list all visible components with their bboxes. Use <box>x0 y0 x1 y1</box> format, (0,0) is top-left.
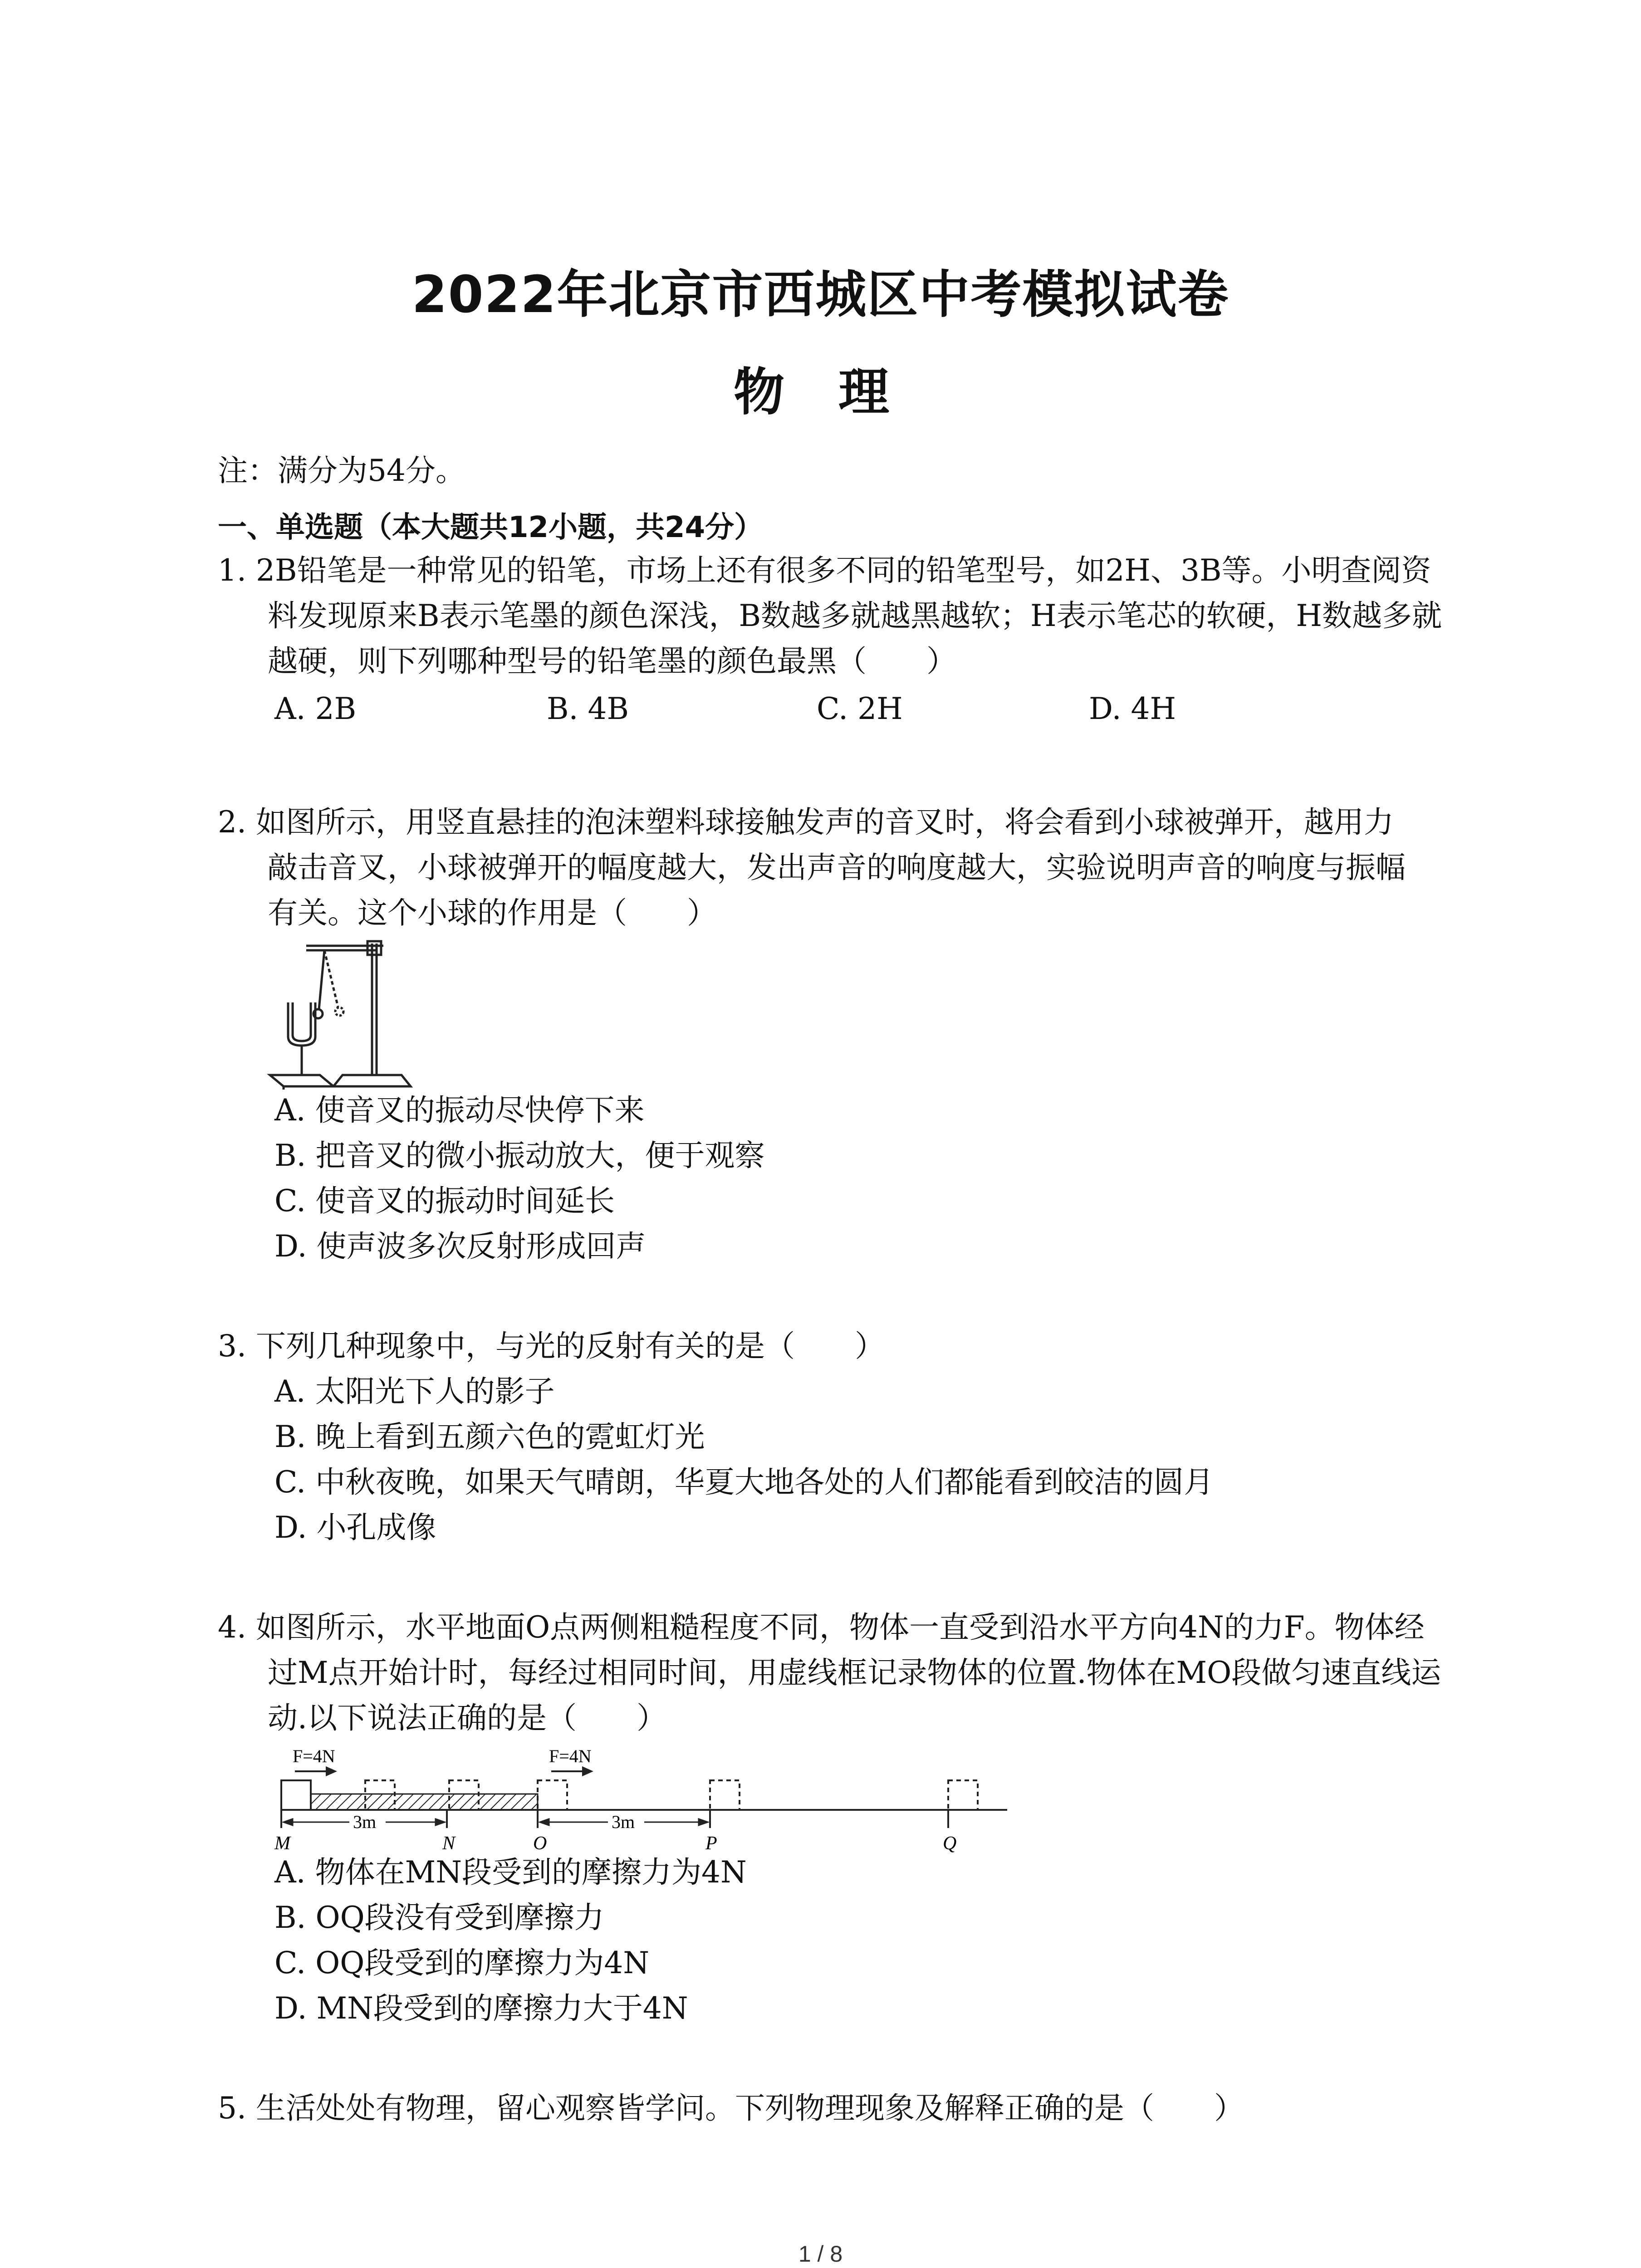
q4-line-3: 动.以下说法正确的是（ ） <box>268 1701 666 1735</box>
score-note: 注：满分为54分。 <box>218 453 465 488</box>
q2-line-1: 2. 如图所示，用竖直悬挂的泡沫塑料球接触发声的音叉时，将会看到小球被弹开，越用力 <box>218 805 1394 840</box>
distance-label-2: 3m <box>612 1812 635 1832</box>
q3-option-b: B. 晚上看到五颜六色的霓虹灯光 <box>274 1419 705 1454</box>
q2-option-c: C. 使音叉的振动时间延长 <box>274 1183 615 1218</box>
q3-option-c: C. 中秋夜晚，如果天气晴朗，华夏大地各处的人们都能看到皎洁的圆月 <box>274 1465 1214 1500</box>
q2-line-2: 敲击音叉，小球被弹开的幅度越大，发出声音的响度越大，实验说明声音的响度与振幅 <box>268 850 1406 885</box>
subject-title: 物 理 <box>734 363 907 422</box>
q1-option-c: C. 2H <box>817 691 903 726</box>
q3-option-a: A. 太阳光下人的影子 <box>274 1374 555 1409</box>
force-label-2: F=4N <box>549 1746 592 1766</box>
q2-option-a: A. 使音叉的振动尽快停下来 <box>274 1093 645 1128</box>
q1-option-b: B. 4B <box>547 691 629 726</box>
point-label-o: O <box>533 1833 547 1853</box>
tuning-fork-figure <box>265 939 415 1091</box>
q1-option-a: A. 2B <box>274 691 357 726</box>
distance-label-1: 3m <box>353 1812 377 1832</box>
page-title: 2022年北京市西城区中考模拟试卷 <box>411 265 1230 324</box>
q4-line-1: 4. 如图所示，水平地面O点两侧粗糙程度不同，物体一直受到沿水平方向4N的力F。物体经 <box>218 1610 1425 1645</box>
q1-line-2: 料发现原来B表示笔墨的颜色深浅，B数越多就越黑越软；H表示笔芯的软硬，H数越多就 <box>268 598 1442 633</box>
q4-option-a: A. 物体在MN段受到的摩擦力为4N <box>274 1855 747 1890</box>
friction-motion-figure <box>268 1744 1012 1853</box>
q4-option-b: B. OQ段没有受到摩擦力 <box>274 1900 604 1935</box>
q2-line-3: 有关。这个小球的作用是（ ） <box>268 895 717 930</box>
q2-option-b: B. 把音叉的微小振动放大，便于观察 <box>274 1138 765 1173</box>
force-label-1: F=4N <box>293 1746 335 1766</box>
q4-option-c: C. OQ段受到的摩擦力为4N <box>274 1945 650 1980</box>
point-label-m: M <box>274 1833 290 1853</box>
q4-option-d: D. MN段受到的摩擦力大于4N <box>274 1991 688 2026</box>
q4-line-2: 过M点开始计时，每经过相同时间，用虚线框记录物体的位置.物体在MO段做匀速直线运 <box>268 1655 1441 1690</box>
page-number: 1 / 8 <box>798 2241 843 2267</box>
section-heading: 一、单选题（本大题共12小题，共24分） <box>218 511 764 544</box>
point-label-n: N <box>442 1833 456 1853</box>
q3-option-d: D. 小孔成像 <box>274 1510 436 1545</box>
q3-line-1: 3. 下列几种现象中，与光的反射有关的是（ ） <box>218 1329 885 1364</box>
q1-line-1: 1. 2B铅笔是一种常见的铅笔，市场上还有很多不同的铅笔型号，如2H、3B等。小明查阅资 <box>218 553 1431 588</box>
point-label-q: Q <box>943 1833 957 1853</box>
q1-option-d: D. 4H <box>1089 691 1176 726</box>
q2-option-d: D. 使声波多次反射形成回声 <box>274 1229 646 1264</box>
q5-line-1: 5. 生活处处有物理，留心观察皆学问。下列物理现象及解释正确的是（ ） <box>218 2091 1244 2126</box>
point-label-p: P <box>705 1833 717 1853</box>
q1-line-3: 越硬，则下列哪种型号的铅笔墨的颜色最黑（ ） <box>268 644 956 679</box>
